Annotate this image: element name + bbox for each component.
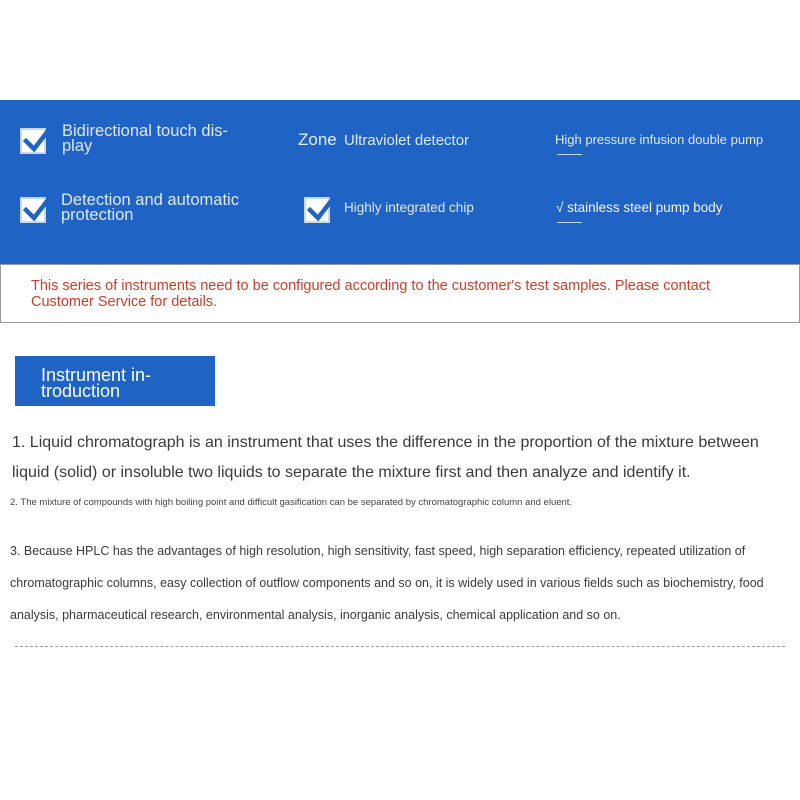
checkbox-icon xyxy=(304,197,330,223)
decorative-dash xyxy=(557,154,582,155)
feature-auto-protection: Detection and automatic protection xyxy=(61,191,239,224)
feature-integrated-chip: Highly integrated chip xyxy=(344,200,474,215)
notice-text: This series of instruments need to be configured according to the customer's test samples. Please contact Customer Service for details. xyxy=(31,278,710,310)
checkbox-icon xyxy=(20,197,46,223)
feature-bidirectional-touch: Bidirectional touch dis- play xyxy=(62,122,228,155)
feature-steel-pump-body: √ stainless steel pump body xyxy=(556,200,723,215)
zone-label: Zone xyxy=(298,130,337,149)
intro-paragraph-2: 2. The mixture of compounds with high boiling point and difficult gasification can be separated by chromatographic column and eluent. xyxy=(10,497,573,508)
feature-double-pump: High pressure infusion double pump xyxy=(555,132,764,147)
intro-paragraph-3: 3. Because HPLC has the advantages of high resolution, high sensitivity, fast speed, high separation efficiency, repeated utilization of chromatographic columns, easy collection of outflow components and so on, it is widely used in various fields such as biochemistry, food analysis, pharmaceutical research, environmental analysis, inorganic analysis, chemical application and so on. xyxy=(10,544,764,622)
notice-box xyxy=(0,264,800,323)
section-heading: Instrument in- troduction xyxy=(41,365,152,401)
decorative-dash xyxy=(557,222,582,223)
intro-paragraph-1: 1. Liquid chromatograph is an instrument that uses the difference in the proportion of the mixture between liquid (solid) or insoluble two liquids to separate the mixture first and then analyze and identify it. xyxy=(12,434,759,481)
feature-banner xyxy=(0,100,800,264)
feature-uv-detector: Ultraviolet detector xyxy=(344,132,470,149)
checkbox-icon xyxy=(20,128,46,154)
dashed-divider xyxy=(15,646,785,647)
section-heading-tag xyxy=(15,356,215,406)
